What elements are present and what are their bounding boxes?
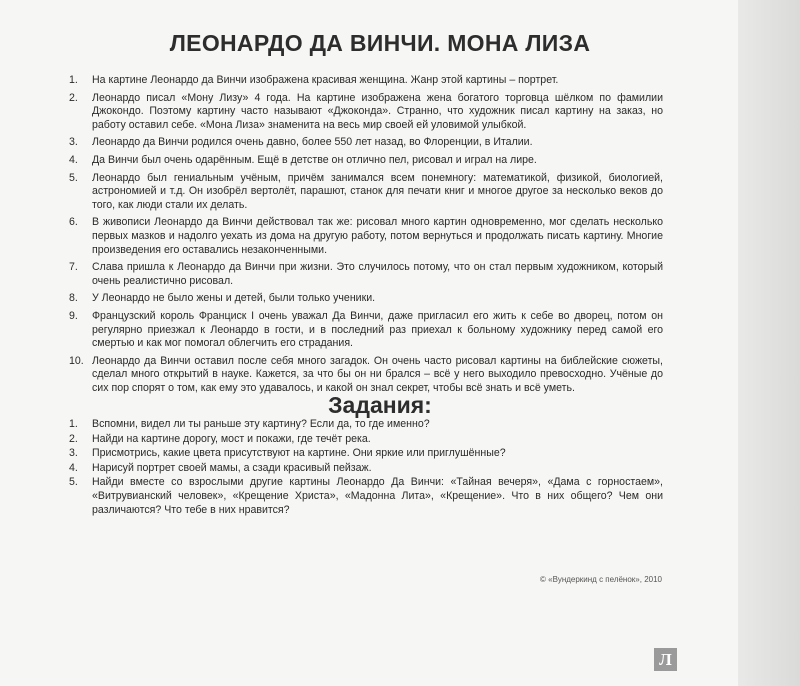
list-item: [69, 310, 663, 351]
list-item: [69, 355, 663, 396]
list-item: [69, 292, 663, 306]
copyright-note: © «Вундеркинд с пелёнок», 2010: [540, 575, 662, 584]
item-text: В живописи Леонардо да Винчи действовал так же: рисовал много картин одновременно, мог сделать несколько первых мазков и надолго уехать из дома на другую работу, потом вернуться и продолжать писать картину. Многие произведения его оставались незаконченными.: [92, 216, 663, 256]
item-number: 1.: [69, 418, 78, 430]
item-text: Леонардо писал «Мону Лизу» 4 года. На картине изображена жена богатого торговца шёлком по фамилии Джокондо. Поэтому картину часто называют «Джоконда». Странно, что художник писал картину на заказ, но работу оставил себе. «Мона Лиза» знаменита на весь мир своей ей уловимой улыбкой.: [92, 91, 663, 131]
list-item: [69, 447, 663, 461]
item-text: Нарисуй портрет своей мамы, а сзади красивый пейзаж.: [92, 461, 372, 474]
item-number: 4.: [69, 153, 78, 166]
item-text: Слава пришла к Леонардо да Винчи при жизни. Это случилось потому, что он стал первым художником, который очень реалистично рисовал.: [92, 261, 663, 287]
list-item: [69, 476, 663, 517]
item-number: 4.: [69, 461, 78, 474]
tasks-list: [69, 418, 663, 518]
item-number: 10.: [69, 354, 84, 367]
item-text: Французский король Франциск I очень уважал Да Винчи, даже пригласил его жить к себе во дворец, потом он регулярно приезжал к Леонардо в гости, и в последний раз приехал к больному художнику перед самой его смертью и как мог помогал облегчить его страдания.: [92, 309, 663, 350]
list-item: [69, 136, 663, 150]
item-number: 2.: [69, 432, 78, 445]
item-text: Найди вместе со взрослыми другие картины Леонардо Да Винчи: «Тайная вечеря», «Дама с горностаем», «Витрувианский человек», «Крещение Христа», «Мадонна Лита», «Крещение». Что в них общего? Чем они различаются? Что тебе в них нравится?: [92, 476, 663, 516]
item-number: 5.: [69, 476, 78, 489]
facts-list: [69, 74, 663, 399]
item-text: У Леонардо не было жены и детей, были только ученики.: [92, 292, 376, 305]
item-text: Леонардо да Винчи оставил после себя много загадок. Он очень часто рисовал картины на библейские сюжеты, сделал много открытий в науке. Кажется, за что бы он ни брался – всё у него выходило превосходно. Учёные до сих пор спорят о том, как ему это удавалось, и какой он знал секрет, чтобы всё знать и всё уметь.: [92, 354, 663, 394]
list-item: [69, 462, 663, 476]
item-number: 6.: [69, 216, 78, 229]
list-item: [69, 92, 663, 133]
item-text: Присмотрись, какие цвета присутствуют на картине. Они яркие или приглушённые?: [92, 447, 506, 460]
item-text: Да Винчи был очень одарённым. Ещё в детстве он отлично пел, рисовал и играл на лире.: [92, 153, 537, 166]
item-number: 1.: [69, 74, 78, 86]
page-edge-shadow: [738, 0, 800, 686]
item-number: 7.: [69, 261, 78, 274]
publisher-logo-icon: Л: [654, 648, 677, 671]
page-title: ЛЕОНАРДО ДА ВИНЧИ. МОНА ЛИЗА: [169, 30, 591, 56]
list-item: [69, 172, 663, 213]
list-item: [69, 418, 663, 432]
item-number: 3.: [69, 447, 78, 460]
item-number: 3.: [69, 136, 78, 149]
list-item: [69, 74, 663, 88]
item-number: 5.: [69, 171, 78, 184]
tasks-heading: Задания:: [328, 392, 432, 418]
item-text: Леонардо был гениальным учёным, причём занимался всем понемногу: математикой, физикой, биологией, астрономией и т.д. Он изобрёл вертолёт, парашют, станок для печати книг и многое другое за несколько веков до того, как люди стали их делать.: [92, 171, 663, 211]
item-text: Леонардо да Винчи родился очень давно, более 550 лет назад, во Флоренции, в Италии.: [92, 136, 533, 149]
list-item: [69, 261, 663, 288]
list-item: [69, 433, 663, 447]
list-item: [69, 154, 663, 168]
item-number: 8.: [69, 292, 78, 305]
item-text: Вспомни, видел ли ты раньше эту картину? Если да, то где именно?: [92, 418, 430, 430]
item-text: Найди на картине дорогу, мост и покажи, где течёт река.: [92, 432, 371, 445]
list-item: [69, 216, 663, 257]
item-text: На картине Леонардо да Винчи изображена красивая женщина. Жанр этой картины – портрет.: [92, 74, 559, 86]
item-number: 2.: [69, 91, 78, 104]
item-number: 9.: [69, 309, 78, 322]
